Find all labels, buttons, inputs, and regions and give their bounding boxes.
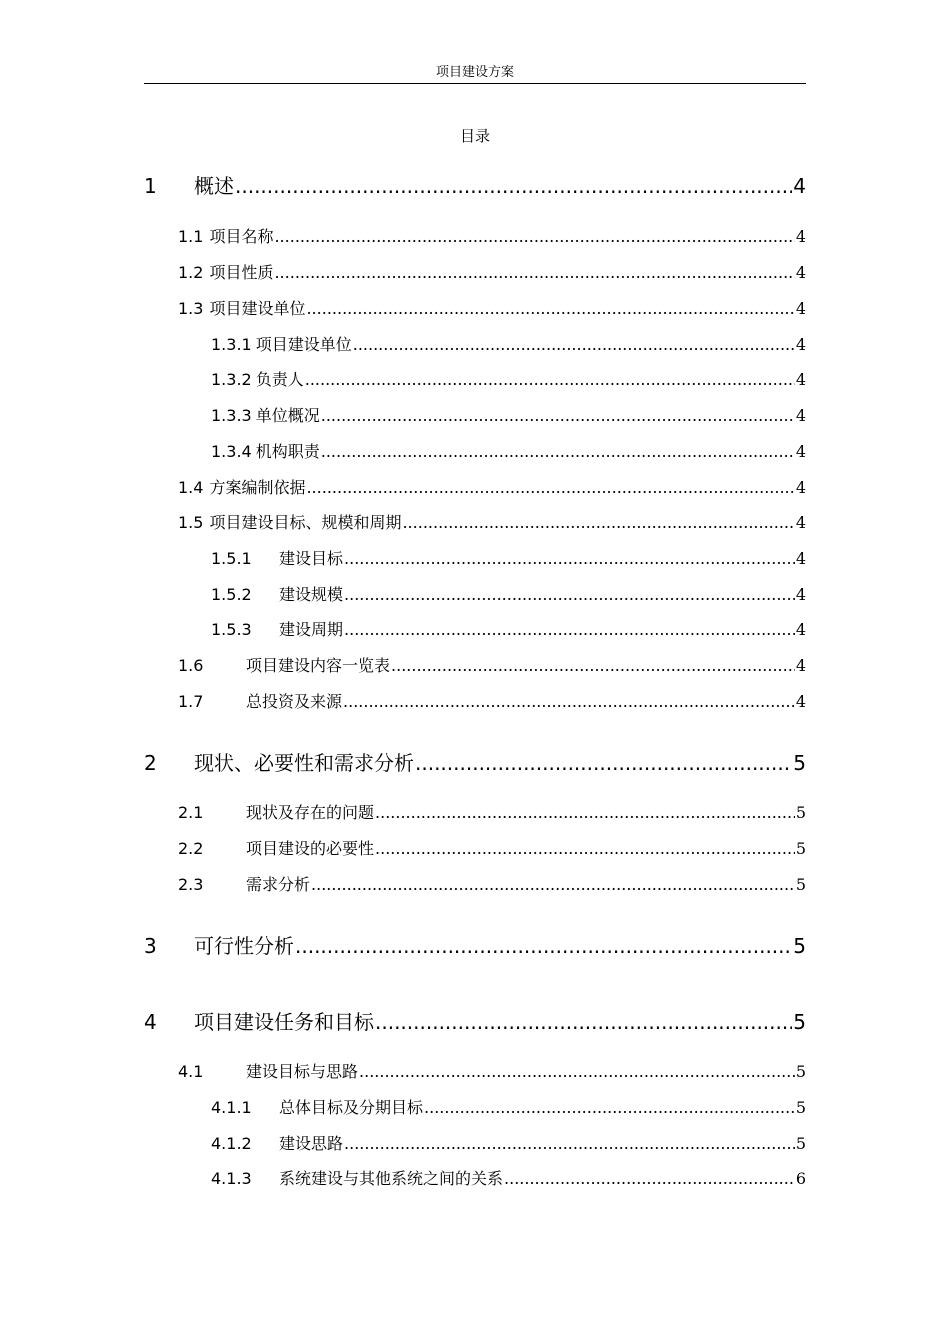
toc-entry[interactable] [0, 548, 806, 570]
toc-entry-title: 项目建设内容一览表 [246, 656, 391, 675]
toc-entry-page: 4 [795, 263, 806, 282]
toc-entry-number: 1.7 [178, 692, 204, 711]
toc-entry-title: 项目名称 [209, 227, 274, 246]
toc-entry-title: 概述 [194, 174, 234, 198]
toc-entry-page: 5 [795, 1134, 806, 1153]
toc-entry[interactable] [0, 512, 806, 534]
toc-entry-title: 方案编制依据 [209, 478, 306, 497]
toc-entry-page: 4 [795, 442, 806, 461]
dot-leader [375, 802, 795, 824]
dot-leader [344, 619, 795, 641]
toc-entry[interactable] [0, 441, 806, 463]
toc-entry-page: 5 [795, 839, 806, 858]
toc-entry-page: 4 [795, 513, 806, 532]
toc-entry-number: 1.2 [178, 263, 204, 282]
toc-entry-page: 5 [795, 875, 806, 894]
toc-entry-title: 项目建设单位 [255, 335, 352, 354]
toc-entry[interactable] [0, 933, 806, 959]
toc-entry[interactable] [0, 691, 806, 713]
dot-leader [359, 1061, 795, 1083]
toc-entry-title: 项目建设目标、规模和周期 [209, 513, 402, 532]
toc-entry-page: 5 [795, 803, 806, 822]
toc-entry-page: 4 [795, 692, 806, 711]
dot-leader [375, 838, 795, 860]
dot-leader [343, 691, 795, 713]
toc-entry-number: 1.6 [178, 656, 204, 675]
dot-leader [235, 173, 792, 199]
dot-leader [305, 369, 795, 391]
toc-entry-page: 5 [795, 1062, 806, 1081]
toc-entry-title: 现状、必要性和需求分析 [194, 751, 414, 775]
dot-leader [353, 334, 795, 356]
toc-entry[interactable] [0, 1061, 806, 1083]
toc-entry[interactable] [0, 477, 806, 499]
toc-entry-title: 现状及存在的问题 [246, 803, 375, 822]
toc-entry-title: 建设周期 [279, 620, 344, 639]
dot-leader [311, 874, 795, 896]
dot-leader [391, 655, 795, 677]
toc-entry[interactable] [0, 405, 806, 427]
toc-entry-number: 1.3 [178, 299, 204, 318]
toc-title: 目录 [459, 127, 490, 145]
toc-entry-page: 6 [795, 1169, 806, 1188]
toc-entry-page: 4 [795, 585, 806, 604]
toc-entry-number: 1.5 [178, 513, 204, 532]
toc-entry-number: 2.3 [178, 875, 204, 894]
toc-entry-title: 负责人 [255, 370, 304, 389]
toc-entry-page: 4 [795, 620, 806, 639]
toc-entry-title: 建设思路 [279, 1134, 344, 1153]
toc-entry-title: 建设目标 [279, 549, 344, 568]
toc-entry-title: 建设规模 [279, 585, 344, 604]
dot-leader [274, 262, 794, 284]
toc-entry-title: 机构职责 [255, 442, 320, 461]
toc-entry[interactable] [0, 1168, 806, 1190]
dot-leader [344, 1133, 795, 1155]
toc-entry-title: 单位概况 [255, 406, 320, 425]
page-header: 项目建设方案 [435, 65, 514, 80]
toc-entry-number: 1.3.4 [211, 442, 252, 461]
toc-entry-page: 4 [795, 370, 806, 389]
toc-entry-page: 4 [795, 549, 806, 568]
toc-entry-page: 4 [795, 478, 806, 497]
dot-leader [402, 512, 794, 534]
toc-entry-number: 4 [144, 1010, 157, 1034]
dot-leader [504, 1168, 795, 1190]
toc-entry-title: 系统建设与其他系统之间的关系 [279, 1169, 504, 1188]
toc-entry-page: 4 [795, 656, 806, 675]
toc-entry[interactable] [0, 874, 806, 896]
toc-entry-number: 1.5.1 [211, 549, 252, 568]
toc-entry-page: 4 [795, 299, 806, 318]
toc-entry[interactable] [0, 584, 806, 606]
toc-entry-number: 1.3.3 [211, 406, 252, 425]
dot-leader [274, 226, 794, 248]
toc-entry-page: 4 [793, 174, 806, 198]
toc-entry[interactable] [0, 655, 806, 677]
toc-entry-number: 1.5.2 [211, 585, 252, 604]
toc-entry[interactable] [0, 334, 806, 356]
toc-entry[interactable] [0, 262, 806, 284]
toc-entry-title: 需求分析 [246, 875, 311, 894]
toc-entry-number: 4.1.1 [211, 1098, 252, 1117]
toc-entry-page: 4 [795, 227, 806, 246]
toc-entry-page: 5 [793, 1010, 806, 1034]
dot-leader [306, 477, 794, 499]
dot-leader [306, 298, 794, 320]
toc-entry[interactable] [0, 750, 806, 776]
toc-entry[interactable] [0, 1133, 806, 1155]
toc-entry-title: 总体目标及分期目标 [279, 1098, 424, 1117]
dot-leader [375, 1009, 792, 1035]
toc-entry-number: 1.5.3 [211, 620, 252, 639]
dot-leader [321, 405, 795, 427]
toc-entry-title: 可行性分析 [194, 934, 294, 958]
dot-leader [424, 1097, 795, 1119]
toc-entry-number: 1.3.1 [211, 335, 252, 354]
toc-entry[interactable] [0, 1009, 806, 1035]
header-divider [144, 83, 806, 84]
toc-entry-page: 5 [793, 934, 806, 958]
toc-entry-number: 3 [144, 934, 157, 958]
toc-entry-title: 建设目标与思路 [246, 1062, 359, 1081]
toc-entry-page: 5 [793, 751, 806, 775]
toc-entry-page: 4 [795, 406, 806, 425]
toc-entry[interactable] [0, 226, 806, 248]
dot-leader [295, 933, 792, 959]
toc-entry-number: 1.4 [178, 478, 204, 497]
toc-entry-title: 项目性质 [209, 263, 274, 282]
toc-entry[interactable] [0, 173, 806, 199]
toc-entry[interactable] [0, 369, 806, 391]
dot-leader [344, 584, 795, 606]
dot-leader [321, 441, 795, 463]
toc-entry-number: 2.1 [178, 803, 204, 822]
toc-entry[interactable] [0, 1097, 806, 1119]
toc-entry-page: 5 [795, 1098, 806, 1117]
toc-entry-title: 项目建设的必要性 [246, 839, 375, 858]
toc-entry-title: 项目建设单位 [209, 299, 306, 318]
toc-entry[interactable] [0, 619, 806, 641]
toc-entry-title: 项目建设任务和目标 [194, 1010, 374, 1034]
toc-entry-number: 4.1.3 [211, 1169, 252, 1188]
toc-entry[interactable] [0, 298, 806, 320]
toc-entry-title: 总投资及来源 [246, 692, 343, 711]
toc-entry-number: 1 [144, 174, 157, 198]
dot-leader [344, 548, 795, 570]
toc-entry-page: 4 [795, 335, 806, 354]
toc-entry-number: 4.1.2 [211, 1134, 252, 1153]
toc-entry-number: 1.1 [178, 227, 204, 246]
toc-entry-number: 2 [144, 751, 157, 775]
toc-entry-number: 1.3.2 [211, 370, 252, 389]
toc-entry-number: 2.2 [178, 839, 204, 858]
dot-leader [415, 750, 792, 776]
toc-entry-number: 4.1 [178, 1062, 204, 1081]
toc-entry[interactable] [0, 838, 806, 860]
toc-entry[interactable] [0, 802, 806, 824]
